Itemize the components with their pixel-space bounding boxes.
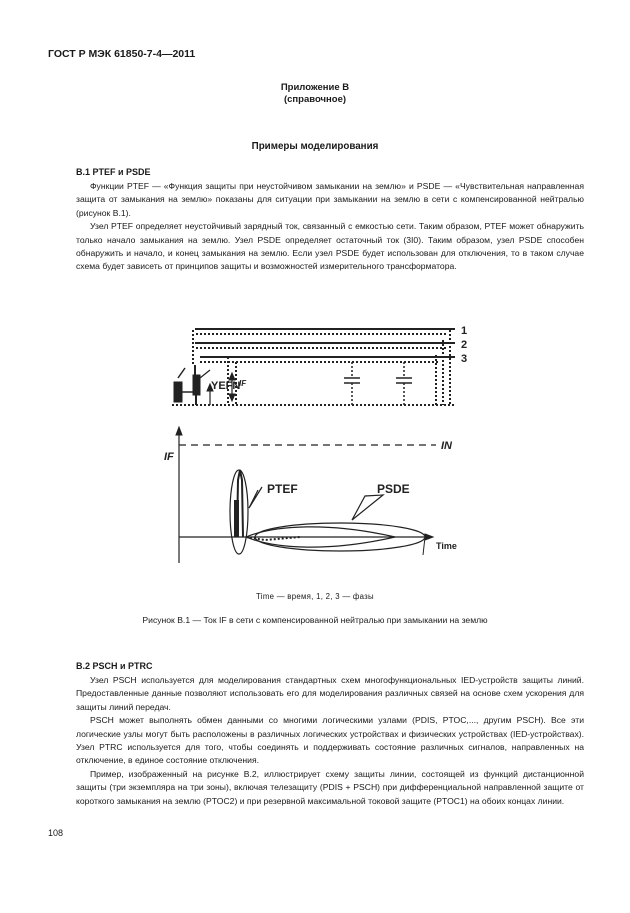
paragraph: PSCH может выполнять обмен данными со многими логическими узлами (PDIS, PTOC,..., другим PSCH). Все эти логические узлы могут быть расположены в различных логических устройствах и физических устройствах (IED-устройствах). Узел PTRC используется для того, чтобы соединять и поддерживать состояние различных сигналов, направленных на отключение, в единое состояние отключения. [76, 715, 584, 766]
y-axis-label: IF [164, 451, 174, 463]
page-number: 108 [48, 828, 64, 838]
document-header: ГОСТ Р МЭК 61850-7-4—2011 [48, 48, 196, 60]
time-axis-label: Time [436, 541, 457, 551]
paragraph: Пример, изображенный на рисунке В.2, иллюстрирует схему защиты линии, состоящей из функций дистанционной защиты (три экземпляра на три зоны), включая телезащиту (PDIS + PSCH) при дифференциальной направленной защите от короткого замыкания на землю (PTOC2) и при резервной максимальной токовой защите (PTOC1) на обоих концах линии. [76, 768, 584, 806]
psde-label: PSDE [377, 482, 410, 496]
section-heading-b2: В.2 PSCH и PTRC [76, 661, 153, 671]
paragraph: Узел PTEF определяет неустойчивый зарядный ток, связанный с емкостью сети. Таким образом, PTEF может обнаружить только начало замыкания на землю. Узел PSDE определяет остаточный ток (3I0). Таким образом, узел PSDE способен обнаружить и начало, и конец замыкания на землю. Если узел PSDE будет использован для отключения, то в таком случае схема будет зависеть от принципов защиты и возможностей измерительного трансформатора. [76, 221, 584, 272]
paragraph: Узел PSCH используется для моделирования стандартных схем многофункциональных IED-устройств защиты линий. Предоставленные данные позволяют использовать его для моделирования различных связей на основе схем ускорения для защиты линий передач. [76, 675, 584, 712]
yefn-label: YEFN [211, 380, 241, 392]
figure-legend: Time — время, 1, 2, 3 — фазы [256, 592, 374, 601]
ptef-label: PTEF [267, 482, 298, 496]
section-heading-b1: В.1 PTEF и PSDE [76, 167, 151, 177]
in-label: IN [441, 440, 452, 452]
page-title: Примеры моделирования [251, 141, 379, 152]
circuit-diagram [172, 329, 455, 405]
phase-label-3: 3 [461, 353, 468, 365]
annex-title: Приложение В [280, 82, 350, 93]
annex-subtitle: (справочное) [283, 94, 347, 105]
paragraph: Функции PTEF — «Функция защиты при неустойчивом замыкании на землю» и PSDE — «Чувствительная направленная защита от замыкания на землю» показаны для ситуации при замыкании на землю в сети с компенсированной нейтралью (рисунок В.1). [76, 181, 584, 218]
figure-caption: Рисунок В.1 — Ток IF в сети с компенсированной нейтралью при замыкании на землю [142, 615, 488, 625]
phase-label-1: 1 [461, 325, 468, 337]
section-b2-text [76, 674, 584, 808]
fault-current-label: IF [239, 379, 247, 388]
phase-label-2: 2 [461, 339, 468, 351]
